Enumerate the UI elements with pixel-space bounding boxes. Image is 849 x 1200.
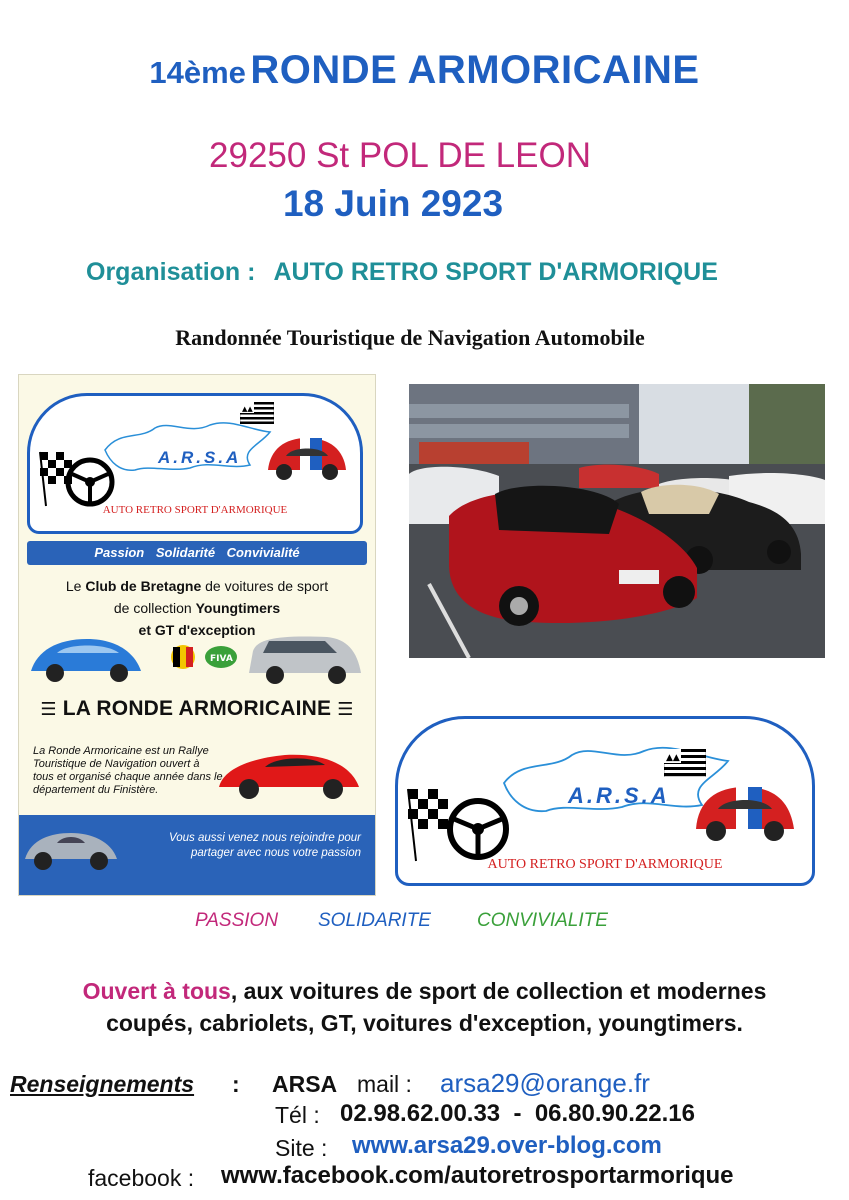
open-line1: , aux voitures de sport de collection et modernes — [230, 978, 767, 1004]
race-car-icon — [690, 773, 800, 847]
club-flyer — [18, 374, 376, 896]
race-car-icon — [262, 426, 352, 486]
phone-numbers: 02.98.62.00.33 - 06.80.90.22.16 — [340, 1100, 695, 1127]
organisation-line — [86, 258, 718, 287]
banner-bars-icon: ☰ — [337, 699, 354, 719]
facebook-link[interactable]: www.facebook.com/autoretrosportarmorique — [221, 1162, 734, 1189]
facebook-label: facebook : — [88, 1165, 195, 1191]
edition-number: 14ème — [149, 55, 246, 90]
svg-text:▲▲: ▲▲ — [666, 753, 680, 763]
plaque-acronym: A.R.S.A — [568, 783, 670, 808]
plaque-club-name: AUTO RETRO SPORT D'ARMORIQUE — [487, 857, 723, 872]
mail-link[interactable]: arsa29@orange.fr — [440, 1068, 650, 1098]
alpine-car-icon — [31, 639, 141, 682]
flyer-plaque — [27, 393, 363, 534]
belgian-flag-icon — [171, 645, 195, 669]
club-desc-bold: Youngtimers — [195, 600, 281, 616]
banner-bars-icon: ☰ — [40, 699, 57, 719]
info-label: Renseignements — [10, 1071, 195, 1097]
organisation-label: Organisation : — [86, 258, 256, 286]
phone-label: Tél : — [275, 1102, 320, 1128]
event-photo — [409, 384, 825, 658]
checkered-flag-steering-wheel-icon — [38, 446, 118, 508]
join-band — [19, 815, 375, 895]
site-link[interactable]: www.arsa29.over-blog.com — [352, 1132, 662, 1159]
organisation-name: AUTO RETRO SPORT D'ARMORIQUE — [273, 258, 718, 286]
open-highlight: Ouvert à tous — [82, 978, 231, 1004]
value-convivialite: CONVIVIALITE — [477, 910, 608, 931]
info-colon: : — [232, 1071, 240, 1097]
site-label: Site : — [275, 1135, 328, 1161]
svg-text:▲▲: ▲▲ — [242, 405, 253, 413]
event-subtitle: Randonnée Touristique de Navigation Automobile — [175, 325, 645, 350]
event-name: RONDE ARMORICAINE — [250, 48, 700, 92]
open-to-all — [0, 975, 849, 1039]
event-date: 18 Juin 2923 — [282, 183, 504, 224]
fiva-badge-icon — [205, 646, 237, 668]
plaque-frame — [395, 716, 815, 886]
mail-label: mail : — [357, 1071, 412, 1097]
renault-car-icon — [249, 637, 361, 684]
breton-flag-icon — [240, 402, 274, 424]
club-desc-text: Le — [65, 578, 82, 594]
contact-org: ARSA — [272, 1071, 338, 1097]
club-desc-bold: et GT d'exception — [138, 622, 256, 638]
ronde-description: La Ronde Armoricaine est un Rallye Touristique de Navigation ouvert à tous et organisé chaque année dans le département du Finistère. — [33, 745, 223, 796]
ronde-banner — [19, 697, 375, 721]
club-desc-text: de voitures de sport — [205, 578, 329, 594]
club-desc-bold: Club de Bretagne — [85, 578, 202, 594]
flyer-values-band: Passion Solidarité Convivialité — [27, 541, 367, 565]
plaque-acronym: A.R.S.A — [158, 448, 242, 467]
checkered-flag-steering-wheel-icon — [406, 783, 516, 863]
fiva-label: FIVA — [210, 654, 233, 664]
join-text: Vous aussi venez nous rejoindre pour partager avec nous votre passion — [169, 832, 361, 859]
jaguar-car-icon — [21, 821, 121, 875]
event-city: 29250 St POL DE LEON — [209, 136, 591, 175]
arsa-plaque — [395, 716, 815, 886]
classic-cars-photo — [409, 384, 825, 658]
event-title — [0, 48, 849, 93]
ronde-title: LA RONDE ARMORICAINE — [62, 697, 332, 720]
ferrari-car-icon — [215, 741, 363, 803]
open-line2: coupés, cabriolets, GT, voitures d'exception, youngtimers. — [106, 1010, 743, 1036]
club-desc-text: de collection — [113, 600, 192, 616]
value-solidarite: SOLIDARITE — [318, 910, 431, 931]
flyer-cars-row — [27, 629, 367, 689]
plaque-club-name: AUTO RETRO SPORT D'ARMORIQUE — [102, 504, 288, 516]
value-passion: PASSION — [195, 910, 279, 931]
